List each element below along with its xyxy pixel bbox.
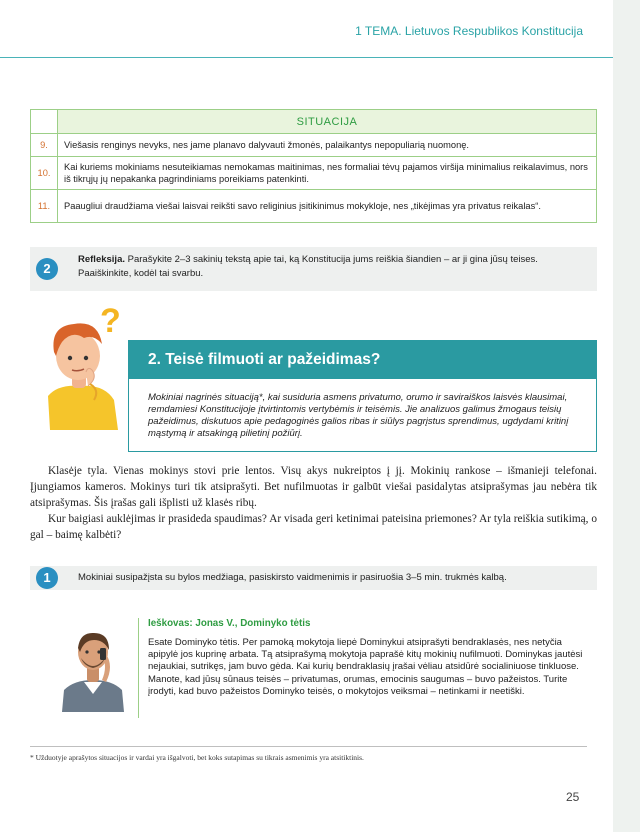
row-number: 9.	[31, 134, 58, 157]
thinking-boy-illustration	[28, 304, 132, 430]
row-text: Kai kuriems mokiniams nesuteikiamas nemokamas maitinimas, nes formaliai tėvų pajamos viršija minimalius reikalavimus, nors iš tikrųjų jų nepakanka pagrindiniams poreikiams patenkinti.	[58, 157, 597, 190]
role-divider	[138, 618, 139, 718]
situation-table	[30, 109, 597, 223]
footnote: * Užduotyje aprašytos situacijos ir vardai yra išgalvoti, bet koks sutapimas su tikrais asmenimis yra atsitiktinis.	[30, 753, 364, 762]
reflection-task	[30, 247, 597, 291]
footnote-divider	[30, 746, 587, 747]
task-text: Mokiniai susipažįsta su bylos medžiaga, pasiskirsto vaidmenimis ir pasiruošia 3–5 min. trukmės kalbą.	[78, 572, 507, 583]
row-number: 11.	[31, 190, 58, 223]
role-title: Ieškovas: Jonas V., Dominyko tėtis	[148, 618, 311, 629]
chapter-title: 1 TEMA. Lietuvos Respublikos Konstitucija	[355, 24, 583, 38]
reflection-label: Refleksija.	[78, 254, 125, 265]
section-title-bar	[129, 341, 596, 379]
table-header: SITUACIJA	[58, 110, 597, 134]
table-row	[31, 190, 597, 223]
reflection-text	[78, 253, 588, 281]
story-paragraph: Klasėje tyla. Vienas mokinys stovi prie lentos. Visų akys nukreiptos į jį. Mokinių rankose – išmanieji telefonai. Įjungiamos kameros. Mokinys turi tik atsiprašyti. Bet nufilmuotas ir galbūt viešai pasidalytas atsiprašymas jau nebėra tik atsiprašymas. Šis įrašas gali išplisti už klasės ribų.	[30, 465, 597, 509]
section-description: Mokiniai nagrinės situaciją*, kai susiduria asmens privatumo, orumo ir saviraiškos laisvės klausimai, remdamiesi Konstitucijoje įtvirtintomis vertybėmis ir teisėmis. Jie analizuos galimus žmogaus teisių pažeidimus, diskutuos apie pedagoginės galios ribas ir siūlys pagrįstus sprendimus, ugdydami kritinį mąstymą ir atsakingą pilietinį požiūrį.	[148, 392, 569, 439]
row-number: 10.	[31, 157, 58, 190]
svg-text:?: ?	[100, 304, 121, 340]
row-text: Viešasis renginys nevyks, nes jame planavo dalyvauti žmonės, palaikantys nepopuliarią nuomonę.	[58, 134, 597, 157]
table-header-row	[31, 110, 597, 134]
father-illustration	[54, 620, 132, 712]
reflection-body: Parašykite 2–3 sakinių tekstą apie tai, ką Konstitucija jums reiškia šiandien – ar ji gina jūsų teises. Paaiškinkite, kodėl tai svarbu.	[78, 254, 538, 279]
section-box	[128, 340, 597, 452]
page-header	[0, 0, 613, 58]
page-side-strip	[613, 0, 640, 832]
task-number-badge: 2	[36, 258, 58, 280]
table-row	[31, 157, 597, 190]
row-text: Paaugliui draudžiama viešai laisvai reikšti savo religinius įsitikinimus mokykloje, nes „tikėjimas yra privatus reikalas“.	[58, 190, 597, 223]
table-row	[31, 134, 597, 157]
story-paragraph: Kur baigiasi auklėjimas ir prasideda spaudimas? Ar visada geri ketinimai pateisina priemones? Ar tyla reiškia sutikimą, o gal – baimę kalbėti?	[30, 513, 597, 541]
task-number-badge: 1	[36, 567, 58, 589]
story-text	[30, 463, 597, 543]
task-band	[30, 566, 597, 590]
role-description: Esate Dominyko tėtis. Per pamoką mokytoja liepė Dominykui atsiprašyti bendraklasės, nes netyčia apipylė jos kuprinę arbata. Tą atsiprašymą mokytoja paprašė kitų mokinių nufilmuoti. Dominykas jautėsi nejaukiai, sutrikęs, jam buvo gėda. Kai kurių bendraklasių įrašai vėliau atsidūrė socialiniuose tinkluose. Manote, kad jūsų sūnaus teisės – privatumas, orumas, emocinis saugumas – buvo pažeistos. Turite įrodyti, kad buvo pažeistos Dominyko teisės, o mokytojos veiksmai – netinkami ir neetiški.	[148, 637, 583, 697]
page-number: 25	[566, 790, 580, 804]
section-title: 2. Teisė filmuoti ar pažeidimas?	[148, 351, 381, 368]
